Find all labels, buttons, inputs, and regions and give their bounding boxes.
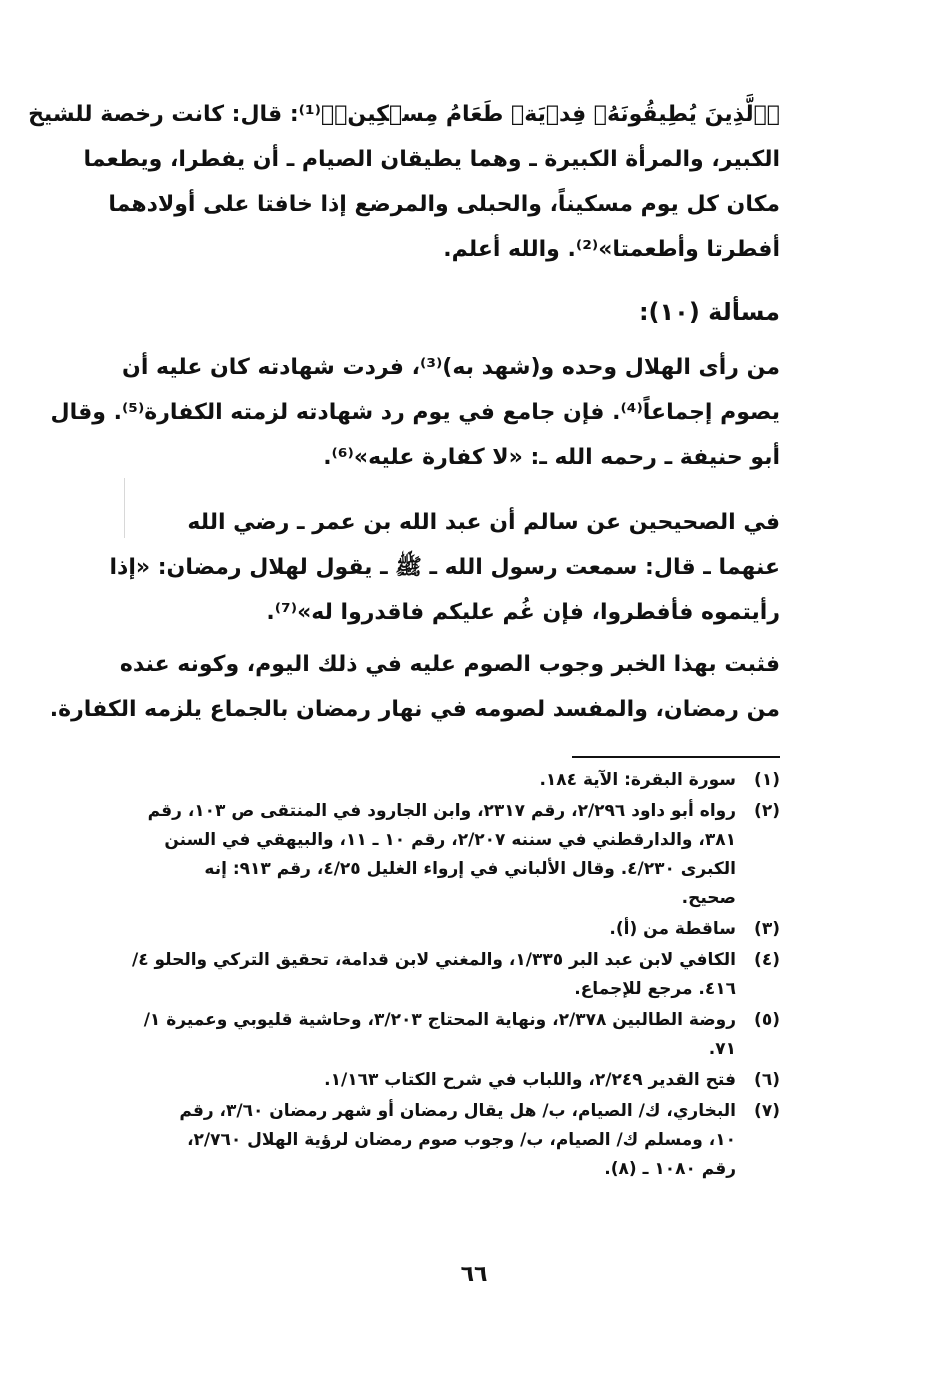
footnote-line: الكبرى ٤/٢٣٠. وقال الألباني في إرواء الغليل ٤/٢٥، رقم ٩١٣: إنه <box>204 859 736 879</box>
page-number: ٦٦ <box>460 1262 488 1287</box>
footnote-number: (٦) <box>754 1070 780 1090</box>
footnote-text <box>168 766 736 795</box>
footnote-6 <box>168 1066 780 1095</box>
paragraph-line: مكان كل يوم مسكيناً، والحبلى والمرضع إذا خافتا على أولادهما <box>108 192 780 217</box>
footnote-number: (٣) <box>754 919 780 939</box>
paragraph-line: فثبت بهذا الخبر وجوب الصوم عليه في ذلك اليوم، وكونه عنده <box>119 652 780 677</box>
footnote-line: الكافي لابن عبد البر ١/٣٣٥، والمغني لابن قدامة، تحقيق التركي والحلو ٤/ <box>131 950 736 970</box>
footnote-1 <box>168 766 780 795</box>
footnote-text <box>144 1006 736 1064</box>
footnote-line: ٣٨١، والدارقطني في سننه ٢/٢٠٧، رقم ١٠ ـ ١١، والبيهقي في السنن <box>164 830 736 850</box>
paragraph-2 <box>50 345 780 480</box>
footnote-line: روضة الطالبين ٢/٣٧٨، ونهاية المحتاج ٣/٢٠٣، وحاشية قليوبي وعميرة ١/ <box>143 1010 736 1030</box>
paragraph-line: أفطرتا وأطعمتا»⁽²⁾. والله أعلم. <box>443 237 780 262</box>
footnote-number: (٤) <box>754 950 780 970</box>
footnote-text <box>148 797 736 913</box>
footnote-text <box>168 915 736 944</box>
footnote-line: سورة البقرة: الآية ١٨٤. <box>539 770 736 790</box>
footnote-line: فتح القدير ٢/٢٤٩، واللباب في شرح الكتاب ١/١٦٣. <box>324 1070 736 1090</box>
footnote-line: صحيح. <box>681 888 736 908</box>
paragraph-3 <box>109 500 780 635</box>
paragraph-4 <box>49 642 780 732</box>
footnote-line: رواه أبو داود ٢/٢٩٦، رقم ٢٣١٧، وابن الجارود في المنتقى ص ١٠٣، رقم <box>147 801 736 821</box>
paragraph-line: ﴿ٱلَّذِينَ يُطِيقُونَهُۥ فِدۡيَةٞ طَعَامُ مِسۡكِينٖ﴾⁽¹⁾: قال: كانت رخصة للشيخ <box>28 102 780 127</box>
paragraph-line: الكبير، والمرأة الكبيرة ـ وهما يطيقان الصيام ـ أن يفطرا، ويطعما <box>83 147 780 172</box>
footnote-number: (١) <box>754 770 780 790</box>
footnote-5 <box>143 1006 780 1064</box>
footnote-line: ١٠، ومسلم ك/ الصيام، ب/ وجوب صوم رمضان لرؤية الهلال ٢/٧٦٠، <box>187 1130 736 1150</box>
footnote-3 <box>168 915 780 944</box>
paragraph-line: من رأى الهلال وحده و(شهد به)⁽³⁾، فردت شهادته كان عليه أن <box>122 355 780 380</box>
footnote-number: (٥) <box>754 1010 780 1030</box>
footnote-line: البخاري، ك/ الصيام، ب/ هل يقال رمضان أو شهر رمضان ٣/٦٠، رقم <box>179 1101 736 1121</box>
footnote-2 <box>147 797 780 913</box>
paragraph-line: رأيتموه فأفطروا، فإن غُم عليكم فاقدروا له»⁽⁷⁾. <box>266 600 780 625</box>
footnote-text <box>168 1097 736 1184</box>
footnote-line: رقم ١٠٨٠ ـ (٨). <box>604 1159 736 1179</box>
issue-heading: مسألة (١٠): <box>638 298 780 326</box>
footnote-line: ٤١٦. مرجع للإجماع. <box>574 979 736 999</box>
paragraph-line: من رمضان، والمفسد لصومه في نهار رمضان بالجماع يلزمه الكفارة. <box>49 697 780 722</box>
footnote-text <box>168 1066 736 1095</box>
footnote-7 <box>168 1097 780 1184</box>
footnote-line: ٧١. <box>708 1039 736 1059</box>
footnote-line: ساقطة من (أ). <box>609 919 736 939</box>
footnote-4 <box>131 946 780 1004</box>
footnote-number: (٧) <box>754 1101 780 1121</box>
footnotes <box>131 766 780 1186</box>
footnote-text <box>132 946 736 1004</box>
paragraph-line: أبو حنيفة ـ رحمه الله ـ: «لا كفارة عليه»⁽⁶⁾. <box>323 445 780 470</box>
footnote-number: (٢) <box>754 801 780 821</box>
scan-mark <box>124 478 125 538</box>
paragraph-line: في الصحيحين عن سالم أن عبد الله بن عمر ـ رضي الله <box>187 510 780 535</box>
paragraph-line: يصوم إجماعاً⁽⁴⁾. فإن جامع في يوم رد شهادته لزمته الكفارة⁽⁵⁾. وقال <box>50 400 780 425</box>
paragraph-line: عنهما ـ قال: سمعت رسول الله ـ ﷺ ـ يقول لهلال رمضان: «إذا <box>109 555 780 580</box>
paragraph-1 <box>28 92 780 272</box>
footnote-separator <box>572 756 780 758</box>
